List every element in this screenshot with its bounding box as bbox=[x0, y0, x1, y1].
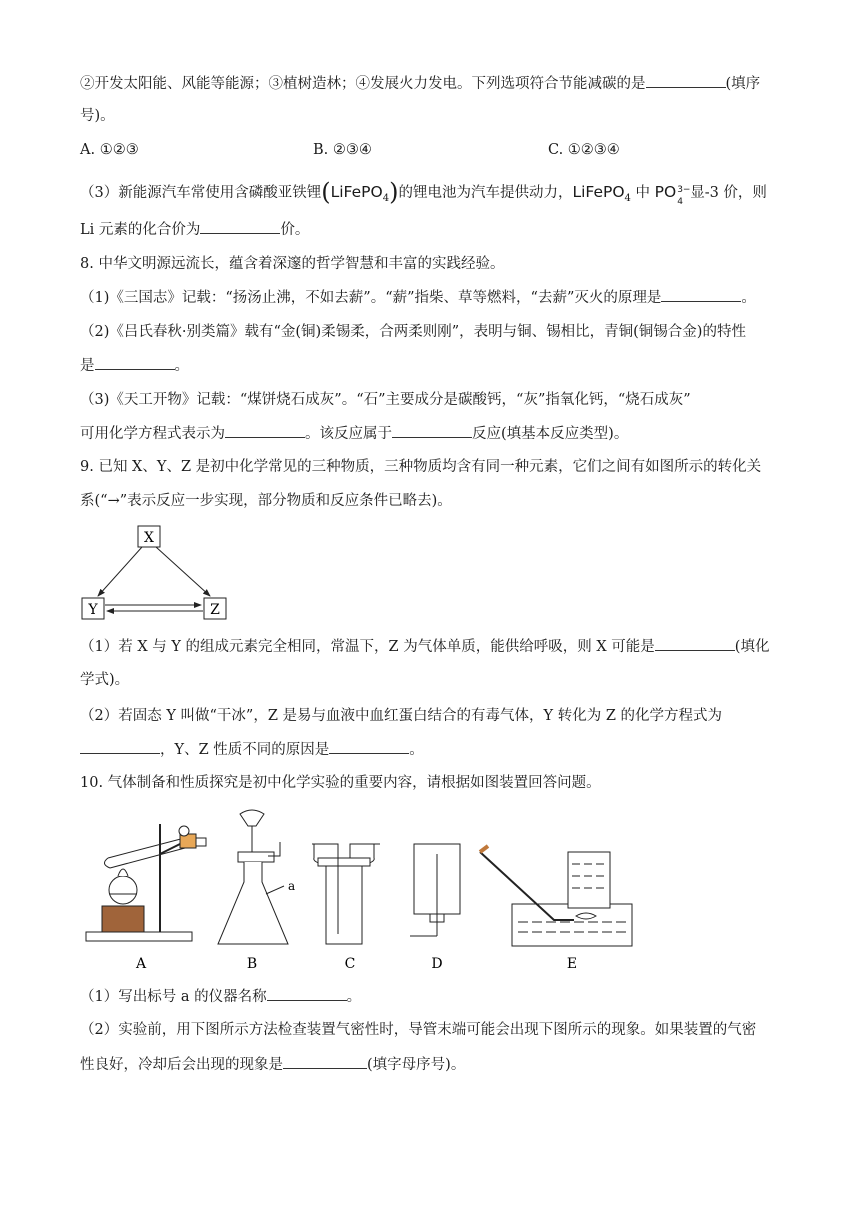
label-e: E bbox=[566, 956, 578, 972]
label-c: C bbox=[344, 956, 356, 972]
q8-part2: （2)《吕氏春秋·别类篇》载有“金(铜)柔锡柔，合两柔则刚”，表明与铜、锡相比，青铜(铜锡合金)的特性 bbox=[80, 324, 746, 340]
apparatus-c bbox=[312, 844, 380, 944]
label-a: A bbox=[135, 956, 147, 972]
answer-blank[interactable] bbox=[392, 423, 472, 438]
answer-blank[interactable] bbox=[283, 1054, 367, 1069]
answer-blank[interactable] bbox=[267, 986, 347, 1001]
q8-part1: （1)《三国志》记载：“扬汤止沸，不如去薪”。“薪”指柴、草等燃料，“去薪”灭火的原理是 。 bbox=[80, 287, 756, 308]
q7-line1: ②开发太阳能、风能等能源；③植树造林；④发展火力发电。下列选项符合节能减碳的是 (填序 bbox=[80, 73, 760, 94]
apparatus-d bbox=[410, 844, 460, 936]
answer-blank[interactable] bbox=[200, 219, 280, 234]
q7-part3-line2: Li 元素的化合价为 价。 bbox=[80, 219, 309, 240]
node-y bbox=[82, 598, 104, 619]
answer-blank[interactable] bbox=[95, 355, 175, 370]
q7-line2: 号)。 bbox=[80, 108, 115, 124]
node-z bbox=[204, 598, 226, 619]
q9-part2-line2: ，Y、Z 性质不同的原因是 。 bbox=[80, 739, 424, 760]
answer-blank[interactable] bbox=[329, 739, 409, 754]
q9-title: 9. 已知 X、Y、Z 是初中化学常见的三种物质，三种物质均含有同一种元素，它们之间有如图所示的转化关 bbox=[80, 459, 762, 475]
label-a-marker: a bbox=[288, 879, 296, 893]
arrow-x-to-z bbox=[156, 547, 210, 596]
q10-part2-line2: 性良好，冷却后会出现的现象是 (填字母序号)。 bbox=[80, 1054, 465, 1075]
q8-part2-line2: 是 。 bbox=[80, 355, 189, 376]
answer-blank[interactable] bbox=[80, 739, 160, 754]
svg-text:X: X bbox=[144, 530, 154, 546]
node-x bbox=[138, 526, 160, 547]
label-d: D bbox=[431, 956, 443, 972]
option-a[interactable]: A. ①②③ bbox=[80, 142, 139, 158]
q9-part1-line2: 学式)。 bbox=[80, 672, 130, 688]
q10-part1: （1）写出标号 a 的仪器名称 。 bbox=[80, 986, 361, 1007]
q10-part2: （2）实验前，用下图所示方法检查装置气密性时，导管末端可能会出现下图所示的现象。如果装置的气密 bbox=[80, 1022, 757, 1038]
svg-text:Y: Y bbox=[88, 602, 98, 618]
apparatus-a bbox=[86, 824, 206, 941]
option-b[interactable]: B. ②③④ bbox=[313, 142, 372, 158]
answer-blank[interactable] bbox=[655, 636, 735, 651]
answer-blank[interactable] bbox=[646, 73, 726, 88]
q9-title-line2: 系(“→”表示反应一步实现，部分物质和反应条件已略去)。 bbox=[80, 493, 452, 509]
q8-part3: （3)《天工开物》记载：“煤饼烧石成灰”。“石”主要成分是碳酸钙，“灰”指氧化钙，“烧石成灰” bbox=[80, 392, 691, 408]
apparatus-e bbox=[480, 846, 632, 946]
arrow-x-to-y bbox=[98, 547, 142, 596]
q9-part1: （1）若 X 与 Y 的组成元素完全相同，常温下，Z 为气体单质，能供给呼吸，则 X 可能是 (填化 bbox=[80, 636, 769, 657]
q8-title: 8. 中华文明源远流长，蕴含着深邃的哲学智慧和丰富的实践经验。 bbox=[80, 256, 505, 272]
label-b: B bbox=[246, 956, 258, 972]
answer-blank[interactable] bbox=[661, 287, 741, 302]
q7-part3-line1: （3）新能源汽车常使用含磷酸亚铁锂(LiFePO$_4$)的锂电池为汽车提供动力，LiFePO$_4$ 中 PO 3− 4 显-3 价，则 bbox=[80, 178, 767, 207]
q9-part2: （2）若固态 Y 叫做“干冰”，Z 是易与血液中血红蛋白结合的有毒气体，Y 转化为 Z 的化学方程式为 bbox=[80, 708, 722, 724]
option-c[interactable]: C. ①②③④ bbox=[548, 142, 620, 158]
xyz-transformation-diagram bbox=[78, 522, 238, 622]
answer-blank[interactable] bbox=[225, 423, 305, 438]
q8-part3-line2: 可用化学方程式表示为 。该反应属于 反应(填基本反应类型)。 bbox=[80, 423, 628, 444]
apparatus-b bbox=[218, 810, 295, 944]
q10-title: 10. 气体制备和性质探究是初中化学实验的重要内容，请根据如图装置回答问题。 bbox=[80, 775, 601, 791]
svg-text:Z: Z bbox=[210, 602, 220, 618]
lab-apparatus-figure bbox=[80, 804, 640, 976]
